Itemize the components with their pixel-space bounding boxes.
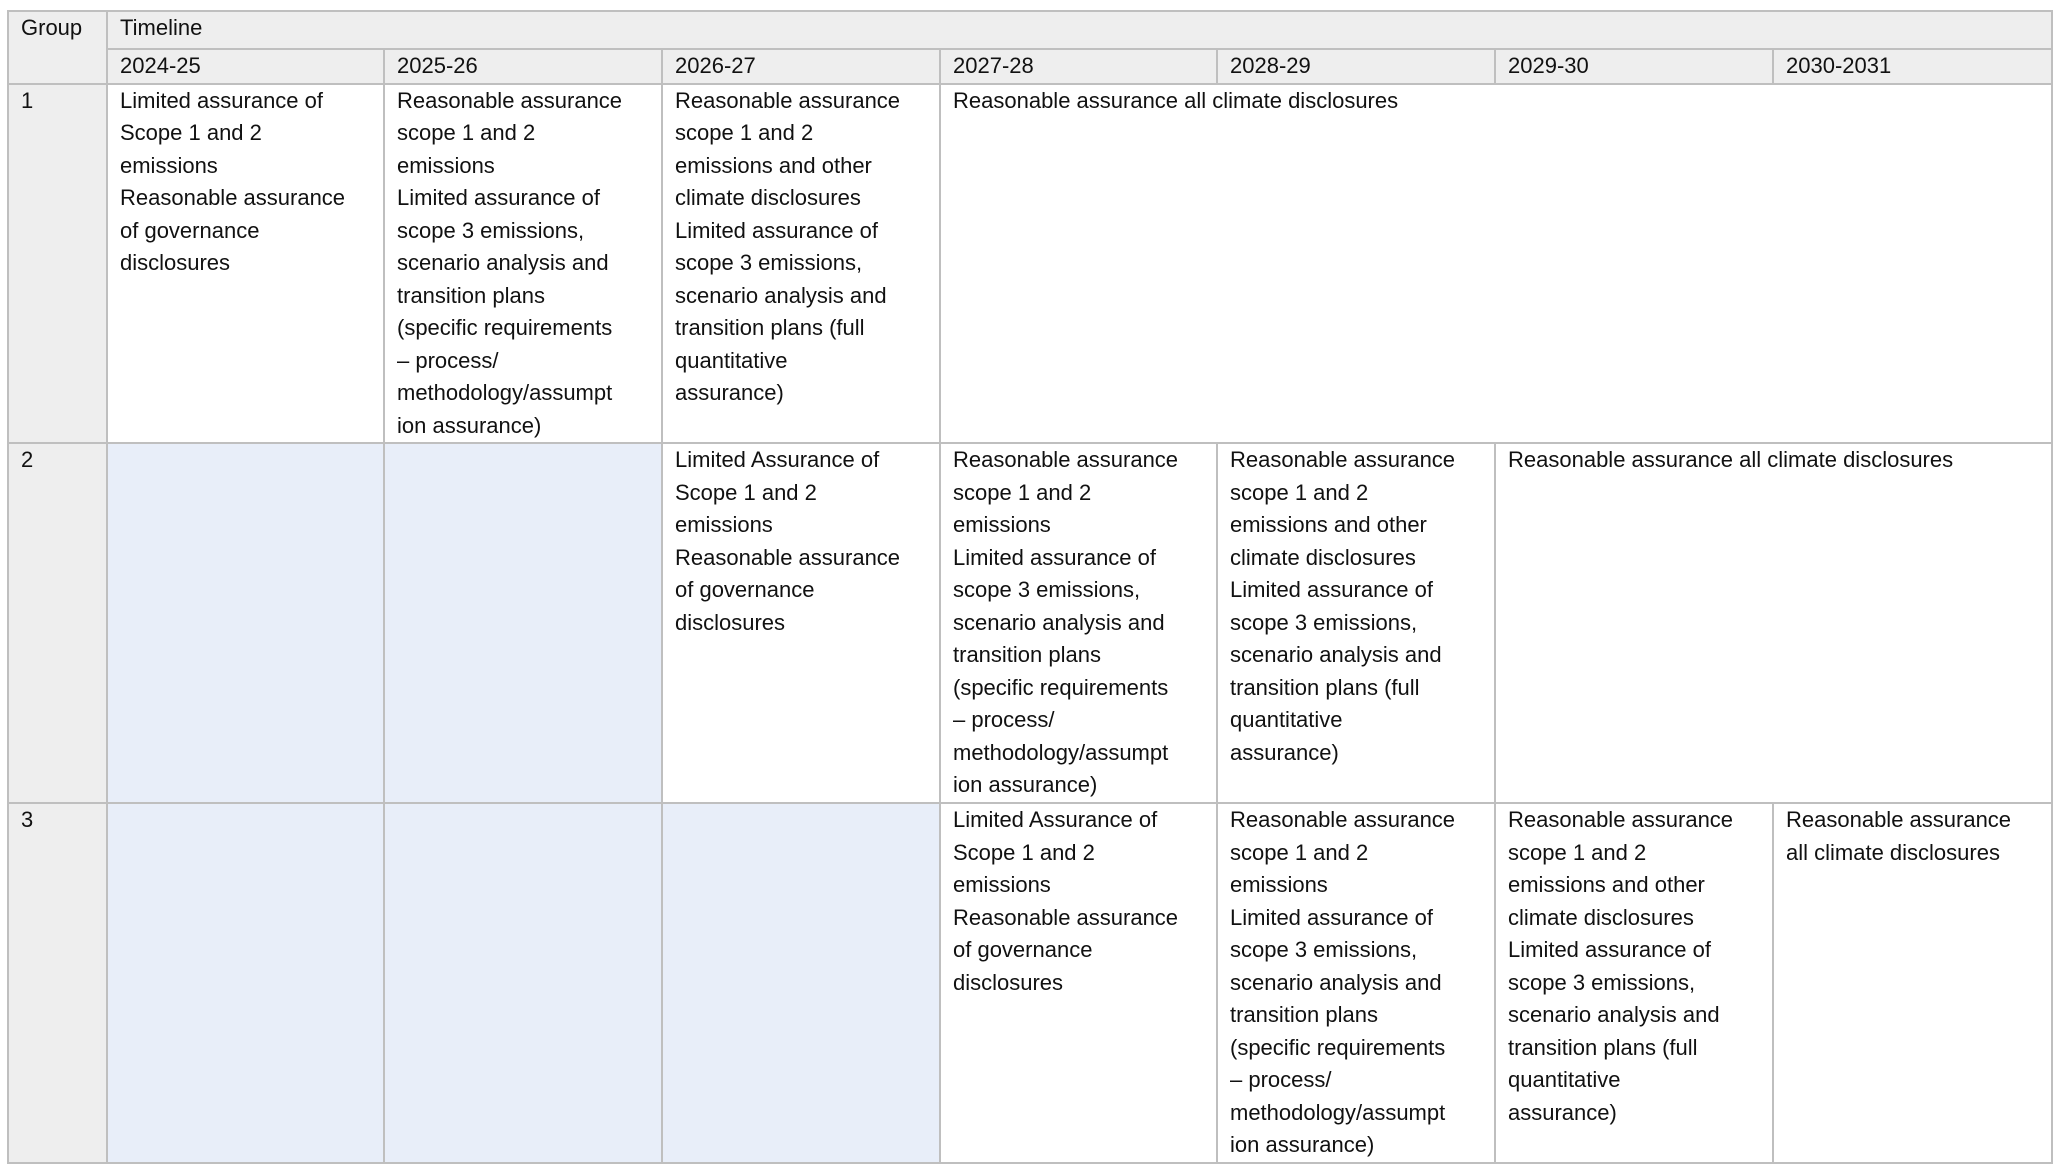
- requirement-text-line: climate disclosures: [1508, 904, 1694, 930]
- requirement-text-line: (specific requirements: [397, 315, 613, 340]
- not-applicable-cell: [662, 803, 940, 1163]
- requirement-text-line: methodology/assumpt: [953, 739, 1169, 765]
- requirement-text-line: scope 3 emissions,: [1230, 609, 1418, 635]
- requirement-text-line: Reasonable assurance: [120, 185, 346, 210]
- requirement-text-line: Limited assurance of: [953, 544, 1156, 570]
- requirement-text-line: scenario analysis and: [397, 250, 609, 275]
- requirement-text-line: Reasonable assurance all climate disclosures: [1508, 447, 1954, 472]
- year-header: 2026-27: [662, 49, 940, 84]
- timeline-header: Timeline: [107, 11, 2052, 49]
- requirement-text-line: (specific requirements: [1230, 1034, 1446, 1060]
- requirement-cell: [662, 443, 940, 803]
- requirement-text-line: scenario analysis and: [1230, 969, 1442, 995]
- table-row: [8, 84, 2052, 444]
- requirement-cell: [1773, 803, 2052, 1163]
- group-number: 2: [8, 443, 107, 803]
- year-header: 2025-26: [384, 49, 662, 84]
- requirement-text-line: transition plans (full: [1230, 674, 1420, 700]
- requirement-text-line: (specific requirements: [953, 674, 1169, 700]
- requirement-text-line: emissions and other: [675, 152, 872, 178]
- requirement-text-line: Limited Assurance of: [675, 447, 880, 472]
- requirement-text-line: all climate disclosures: [1786, 839, 2000, 865]
- requirement-text-line: assurance): [675, 380, 784, 405]
- group-number: 1: [8, 84, 107, 444]
- requirement-text-line: emissions and other: [1230, 512, 1427, 537]
- requirement-text-line: transition plans: [1230, 1002, 1378, 1027]
- requirement-text-line: transition plans: [953, 642, 1101, 667]
- requirement-text-line: Limited assurance of: [1230, 904, 1433, 930]
- requirement-text-line: Reasonable assurance: [675, 87, 901, 113]
- requirement-text-line: Reasonable assurance: [953, 447, 1179, 472]
- requirement-cell: [662, 84, 940, 444]
- not-applicable-cell: [384, 443, 662, 803]
- requirement-cell: [940, 84, 2052, 444]
- requirement-text-line: Limited assurance of: [675, 217, 878, 243]
- year-header: 2030-2031: [1773, 49, 2052, 84]
- requirement-text-line: scope 1 and 2: [1230, 839, 1369, 865]
- requirement-text-line: ion assurance): [953, 772, 1098, 797]
- requirement-text-line: scenario analysis and: [953, 609, 1165, 635]
- requirement-text-line: scope 1 and 2: [675, 120, 814, 145]
- requirement-text-line: assurance): [1230, 739, 1339, 765]
- requirement-text-line: Reasonable assurance: [675, 544, 901, 570]
- requirement-text-line: – process/: [397, 347, 499, 373]
- requirement-text-line: scope 3 emissions,: [953, 577, 1141, 602]
- requirement-text-line: Reasonable assurance: [1230, 807, 1456, 832]
- requirement-text-line: Reasonable assurance: [953, 904, 1179, 930]
- requirement-text-line: emissions and other: [1508, 872, 1705, 897]
- requirement-text-line: Limited assurance of: [120, 87, 323, 113]
- requirement-text-line: Reasonable assurance: [1786, 807, 2012, 832]
- requirement-text-line: Limited assurance of: [397, 185, 600, 210]
- header-row-top: [8, 11, 2052, 49]
- requirement-text-line: disclosures: [120, 250, 231, 275]
- requirement-text-line: methodology/assumpt: [397, 380, 613, 405]
- requirement-text-line: transition plans (full: [675, 315, 865, 340]
- header-row-years: [8, 49, 2052, 84]
- requirement-cell: [1495, 803, 1773, 1163]
- assurance-timeline-table: [7, 10, 2053, 1164]
- requirement-text-line: disclosures: [675, 609, 786, 635]
- requirement-text-line: transition plans: [397, 282, 545, 308]
- requirement-text-line: emissions: [1230, 872, 1328, 897]
- requirement-text-line: scope 1 and 2: [953, 479, 1092, 505]
- requirement-text-line: disclosures: [953, 969, 1064, 995]
- requirement-text-line: climate disclosures: [1230, 544, 1416, 570]
- group-column-header: Group: [8, 11, 107, 84]
- requirement-text-line: scope 3 emissions,: [675, 250, 863, 275]
- requirement-text-line: – process/: [1230, 1067, 1332, 1092]
- requirement-text-line: – process/: [953, 707, 1055, 732]
- requirement-text-line: scenario analysis and: [675, 282, 887, 308]
- table-row: [8, 803, 2052, 1163]
- requirement-text-line: scope 1 and 2: [397, 120, 536, 145]
- requirement-text-line: quantitative: [1230, 707, 1343, 732]
- requirement-text-line: climate disclosures: [675, 185, 861, 210]
- requirement-text-line: assurance): [1508, 1099, 1617, 1125]
- requirement-text-line: of governance: [675, 577, 815, 602]
- table-body: [8, 84, 2052, 1164]
- requirement-text-line: quantitative: [675, 347, 788, 373]
- requirement-text-line: scope 1 and 2: [1508, 839, 1647, 865]
- year-header: 2028-29: [1217, 49, 1495, 84]
- requirement-text-line: Reasonable assurance: [1230, 447, 1456, 472]
- requirement-text-line: Scope 1 and 2: [953, 839, 1095, 865]
- group-number: 3: [8, 803, 107, 1163]
- requirement-cell: [1217, 803, 1495, 1163]
- requirement-text-line: ion assurance): [1230, 1132, 1375, 1157]
- year-header: 2027-28: [940, 49, 1217, 84]
- year-header: 2024-25: [107, 49, 384, 84]
- requirement-text-line: emissions: [120, 152, 218, 178]
- requirement-text-line: scope 3 emissions,: [1508, 969, 1696, 995]
- requirement-text-line: Scope 1 and 2: [120, 120, 262, 145]
- requirement-text-line: quantitative: [1508, 1067, 1621, 1092]
- requirement-cell: [1217, 443, 1495, 803]
- requirement-cell: [384, 84, 662, 444]
- year-header: 2029-30: [1495, 49, 1773, 84]
- requirement-text-line: methodology/assumpt: [1230, 1099, 1446, 1125]
- not-applicable-cell: [107, 443, 384, 803]
- requirement-cell: [940, 443, 1217, 803]
- requirement-text-line: transition plans (full: [1508, 1034, 1698, 1060]
- not-applicable-cell: [384, 803, 662, 1163]
- requirement-text-line: scenario analysis and: [1230, 642, 1442, 667]
- requirement-text-line: emissions: [397, 152, 495, 178]
- requirement-text-line: of governance: [120, 217, 260, 243]
- requirement-cell: [1495, 443, 2052, 803]
- requirement-text-line: Reasonable assurance: [1508, 807, 1734, 832]
- requirement-text-line: Limited assurance of: [1230, 577, 1433, 602]
- requirement-text-line: scope 3 emissions,: [1230, 937, 1418, 962]
- requirement-text-line: Reasonable assurance all climate disclosures: [953, 87, 1399, 113]
- requirement-text-line: emissions: [675, 512, 773, 537]
- table-row: [8, 443, 2052, 803]
- requirement-text-line: Limited Assurance of: [953, 807, 1158, 832]
- requirement-cell: [940, 803, 1217, 1163]
- requirement-text-line: ion assurance): [397, 412, 542, 438]
- requirement-text-line: scope 3 emissions,: [397, 217, 585, 243]
- requirement-text-line: Scope 1 and 2: [675, 479, 817, 505]
- requirement-text-line: Limited assurance of: [1508, 937, 1711, 962]
- requirement-text-line: scenario analysis and: [1508, 1002, 1720, 1027]
- requirement-text-line: emissions: [953, 872, 1051, 897]
- requirement-text-line: scope 1 and 2: [1230, 479, 1369, 505]
- requirement-cell: [107, 84, 384, 444]
- not-applicable-cell: [107, 803, 384, 1163]
- requirement-text-line: Reasonable assurance: [397, 87, 623, 113]
- requirement-text-line: of governance: [953, 937, 1093, 962]
- requirement-text-line: emissions: [953, 512, 1051, 537]
